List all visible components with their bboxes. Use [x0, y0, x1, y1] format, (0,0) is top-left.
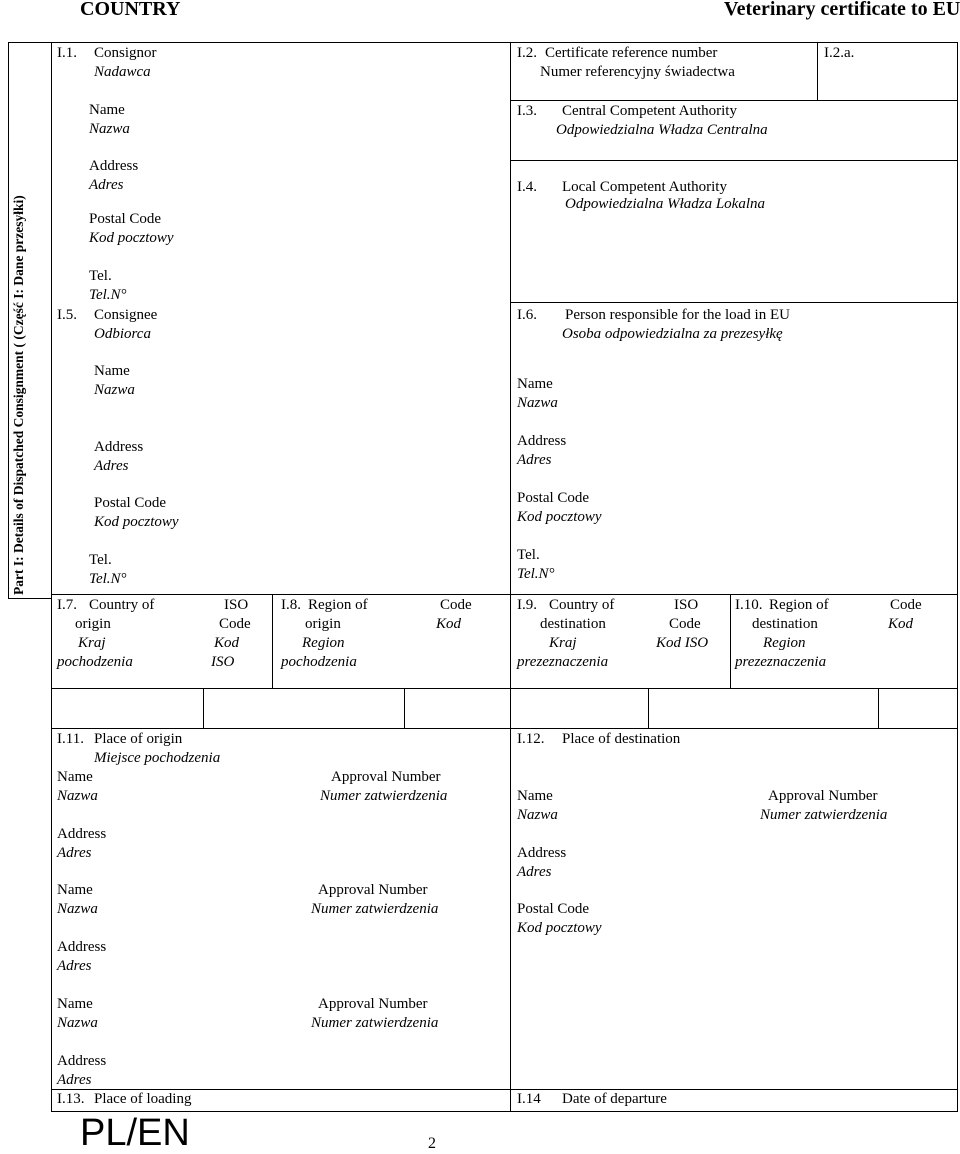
place-dest-label: Place of destination — [562, 731, 681, 747]
responsible-tel[interactable]: Tel. — [517, 547, 540, 563]
responsible-label[interactable]: Person responsible for the load in EU — [565, 307, 790, 323]
place-origin-address-1[interactable]: Address — [57, 826, 107, 842]
frame-left-inner — [51, 42, 52, 1112]
i3-bottom — [510, 160, 958, 161]
central-auth-label[interactable]: Central Competent Authority — [562, 103, 737, 119]
place-origin-address-pl-3: Adres — [57, 1072, 92, 1088]
i2a-num[interactable]: I.2.a. — [824, 45, 855, 61]
place-origin-address-2[interactable]: Address — [57, 939, 107, 955]
place-origin-address-pl-1: Adres — [57, 845, 92, 861]
local-auth-num: I.4. — [517, 179, 537, 195]
frame-middle — [510, 42, 511, 1112]
place-dest-postal-pl: Kod pocztowy — [517, 920, 602, 936]
country-dest-code-pl: Kod ISO — [656, 635, 709, 651]
consignee-num: I.5. — [57, 307, 77, 323]
code-entry-country-origin[interactable] — [204, 690, 264, 726]
country-origin-code1-pl: Kod — [214, 635, 240, 651]
place-origin-label: Place of origin — [94, 731, 183, 747]
region-origin-l1-pl: Region — [302, 635, 345, 651]
country-origin-code2: Code — [219, 616, 251, 632]
consignor-label-pl: Nadawca — [94, 64, 151, 80]
region-origin-l1: Region of — [308, 597, 368, 613]
place-dest-address-pl: Adres — [517, 864, 552, 880]
region-dest-num: I.10. — [735, 597, 763, 613]
row-codes-top — [51, 688, 958, 689]
country-origin-l2-pl: pochodzenia — [57, 654, 133, 670]
place-origin-approval-pl-1: Numer zatwierdzenia — [320, 788, 448, 804]
region-origin-l2: origin — [305, 616, 341, 632]
consignor-postal[interactable]: Postal Code — [89, 211, 162, 227]
cert-ref-num: I.2. — [517, 45, 537, 61]
place-dest-num: I.12. — [517, 731, 545, 747]
region-dest-l2-pl: prezeznaczenia — [735, 654, 827, 670]
place-origin-address-3[interactable]: Address — [57, 1053, 107, 1069]
i4-bottom — [510, 302, 958, 303]
country-dest-l2: destination — [540, 616, 606, 632]
consignor-postal-pl: Kod pocztowy — [89, 230, 174, 246]
frame-right — [957, 42, 958, 1112]
local-auth-label[interactable]: Local Competent Authority — [562, 179, 727, 195]
consignor-name-pl: Nazwa — [89, 121, 130, 137]
i2a-divider — [817, 42, 818, 100]
code-entry-region-origin[interactable] — [405, 690, 505, 726]
consignor-label: Consignor — [94, 45, 157, 61]
place-origin-name-pl-1: Nazwa — [57, 788, 98, 804]
region-origin-num: I.8. — [281, 597, 301, 613]
region-dest-l2: destination — [752, 616, 818, 632]
place-origin-name-3[interactable]: Name — [57, 996, 93, 1012]
consignee-postal[interactable]: Postal Code — [94, 495, 167, 511]
country-origin-l1-pl: Kraj — [78, 635, 106, 651]
consignee-tel-pl: Tel.N° — [89, 571, 127, 587]
i7-i8-divider — [272, 594, 273, 688]
responsible-num: I.6. — [517, 307, 537, 323]
departure-label[interactable]: Date of departure — [562, 1091, 667, 1107]
place-origin-approval-pl-3: Numer zatwierdzenia — [311, 1015, 439, 1031]
place-origin-approval-pl-2: Numer zatwierdzenia — [311, 901, 439, 917]
cert-ref-label-pl: Numer referencyjny świadectwa — [540, 64, 735, 80]
country-dest-num: I.9. — [517, 597, 537, 613]
consignor-tel-pl: Tel.N° — [89, 287, 127, 303]
central-auth-label-pl: Odpowiedzialna Władza Centralna — [556, 122, 768, 138]
loading-label[interactable]: Place of loading — [94, 1091, 192, 1107]
consignee-name-pl: Nazwa — [94, 382, 135, 398]
country-dest-l1: Country of — [549, 597, 615, 613]
responsible-postal[interactable]: Postal Code — [517, 490, 590, 506]
i9-i10-divider — [730, 594, 731, 688]
responsible-tel-pl: Tel.N° — [517, 566, 555, 582]
consignee-tel[interactable]: Tel. — [89, 552, 112, 568]
consignor-name[interactable]: Name — [89, 102, 125, 118]
responsible-label-pl: Osoba odpowiedzialna za prezesyłkę — [562, 326, 783, 342]
place-origin-name-pl-3: Nazwa — [57, 1015, 98, 1031]
consignee-address[interactable]: Address — [94, 439, 144, 455]
cert-ref-label[interactable]: Certificate reference number — [545, 45, 718, 61]
region-origin-code-pl: Kod — [436, 616, 462, 632]
place-dest-approval-pl: Numer zatwierdzenia — [760, 807, 888, 823]
page-number: 2 — [428, 1135, 436, 1152]
responsible-name[interactable]: Name — [517, 376, 553, 392]
central-auth-num: I.3. — [517, 103, 537, 119]
i2-bottom — [510, 100, 958, 101]
region-origin-code: Code — [440, 597, 472, 613]
region-dest-code-pl: Kod — [888, 616, 914, 632]
country-origin-code1: ISO — [224, 597, 249, 613]
consignee-name[interactable]: Name — [94, 363, 130, 379]
certificate-title: Veterinary certificate to EU — [724, 0, 960, 20]
region-dest-l1-pl: Region — [763, 635, 806, 651]
country-origin-l2: origin — [75, 616, 111, 632]
responsible-name-pl: Nazwa — [517, 395, 558, 411]
responsible-address[interactable]: Address — [517, 433, 567, 449]
place-dest-address[interactable]: Address — [517, 845, 567, 861]
country-dest-l2-pl: prezeznaczenia — [517, 654, 609, 670]
country-origin-num: I.7. — [57, 597, 77, 613]
frame-top — [8, 42, 958, 43]
region-dest-code: Code — [890, 597, 922, 613]
place-origin-approval-2[interactable]: Approval Number — [318, 882, 428, 898]
frame-side-bottom — [8, 598, 52, 599]
country-origin-code2-pl: ISO — [211, 654, 235, 670]
place-origin-address-pl-2: Adres — [57, 958, 92, 974]
region-dest-l1: Region of — [769, 597, 829, 613]
country-origin-l1: Country of — [89, 597, 155, 613]
consignor-num: I.1. — [57, 45, 77, 61]
consignor-address[interactable]: Address — [89, 158, 139, 174]
row-countries-top — [51, 594, 958, 595]
place-origin-approval-1[interactable]: Approval Number — [331, 769, 441, 785]
place-origin-name-1[interactable]: Name — [57, 769, 93, 785]
country-header: COUNTRY — [80, 0, 181, 20]
consignor-address-pl: Adres — [89, 177, 124, 193]
country-dest-code1: ISO — [674, 597, 699, 613]
departure-num: I.14 — [517, 1091, 541, 1107]
place-origin-name-pl-2: Nazwa — [57, 901, 98, 917]
place-dest-name-pl: Nazwa — [517, 807, 558, 823]
consignee-address-pl: Adres — [94, 458, 129, 474]
place-origin-num: I.11. — [57, 731, 84, 747]
place-origin-name-2[interactable]: Name — [57, 882, 93, 898]
consignor-tel[interactable]: Tel. — [89, 268, 112, 284]
local-auth-label-pl: Odpowiedzialna Władza Lokalna — [565, 196, 766, 212]
consignee-label: Consignee — [94, 307, 158, 323]
place-dest-approval[interactable]: Approval Number — [768, 788, 878, 804]
row-places-top — [51, 728, 958, 729]
side-part-label: Part I: Details of Dispatched Consignment ( (Część I: Dane przesyłki) — [11, 195, 26, 595]
responsible-postal-pl: Kod pocztowy — [517, 509, 602, 525]
place-dest-name[interactable]: Name — [517, 788, 553, 804]
code-entry-region-dest[interactable] — [879, 690, 955, 726]
place-dest-postal[interactable]: Postal Code — [517, 901, 590, 917]
country-dest-l1-pl: Kraj — [549, 635, 577, 651]
consignee-label-pl: Odbiorca — [94, 326, 151, 342]
loading-num: I.13. — [57, 1091, 85, 1107]
place-origin-approval-3[interactable]: Approval Number — [318, 996, 428, 1012]
consignee-postal-pl: Kod pocztowy — [94, 514, 179, 530]
place-origin-label-pl: Miejsce pochodzenia — [94, 750, 221, 766]
code-entry-country-dest[interactable] — [649, 690, 727, 726]
country-dest-code2: Code — [669, 616, 701, 632]
region-origin-l2-pl: pochodzenia — [281, 654, 357, 670]
responsible-address-pl: Adres — [517, 452, 552, 468]
footer-language: PL/EN — [80, 1112, 190, 1154]
